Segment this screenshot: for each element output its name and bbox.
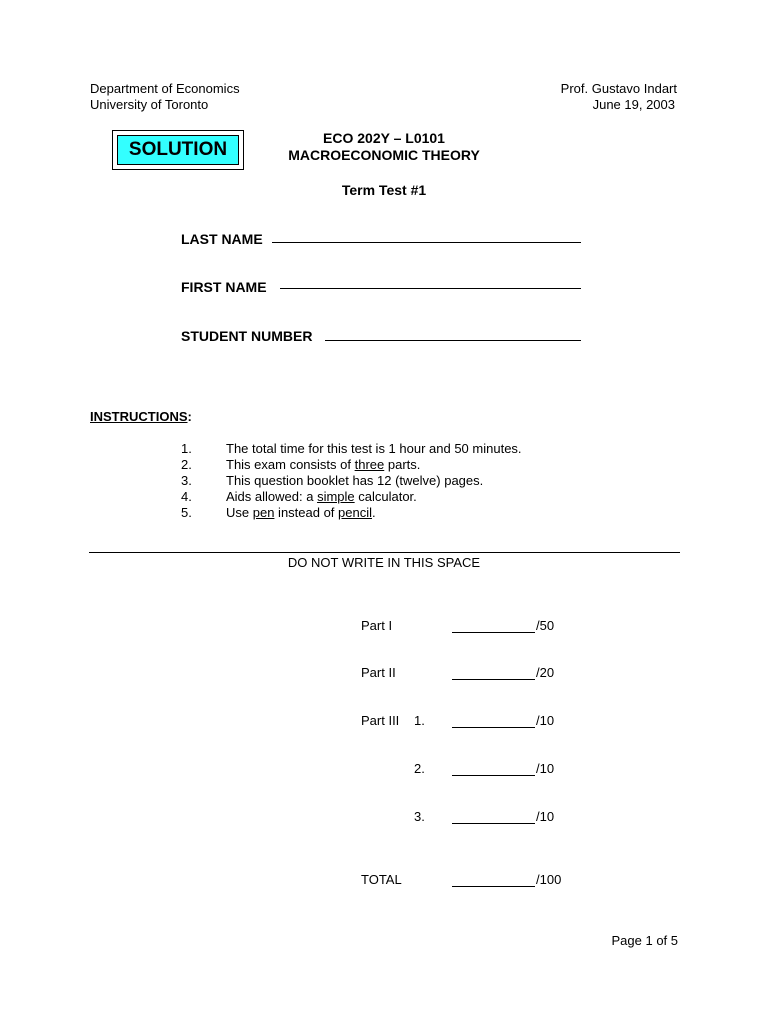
- part3-q3-max: /10: [536, 809, 555, 824]
- part3-q1-max: /10: [536, 713, 555, 728]
- last-name-label: LAST NAME: [181, 231, 263, 247]
- part1-score-field[interactable]: [452, 632, 535, 633]
- date-label: June 19, 2003: [592, 97, 675, 112]
- do-not-write-label: DO NOT WRITE IN THIS SPACE: [287, 555, 481, 570]
- part2-max: /20: [536, 665, 555, 680]
- divider: [89, 552, 680, 553]
- first-name-field[interactable]: [280, 288, 581, 289]
- instruction-item: 4. Aids allowed: a simple calculator.: [181, 489, 417, 504]
- part3-q2-label: 2.: [414, 761, 425, 776]
- page-number: Page 1 of 5: [611, 933, 678, 948]
- test-title: Term Test #1: [341, 182, 427, 198]
- last-name-field[interactable]: [272, 242, 581, 243]
- part1-label: Part I: [361, 618, 393, 633]
- student-number-field[interactable]: [325, 340, 581, 341]
- instruction-item: 2. This exam consists of three parts.: [181, 457, 421, 472]
- part2-label: Part II: [361, 665, 396, 680]
- total-score-field[interactable]: [452, 886, 535, 887]
- course-title: MACROECONOMIC THEORY: [288, 147, 480, 163]
- part3-q2-score-field[interactable]: [452, 775, 535, 776]
- part3-q3-score-field[interactable]: [452, 823, 535, 824]
- total-label: TOTAL: [361, 872, 402, 887]
- part1-max: /50: [536, 618, 555, 633]
- course-code: ECO 202Y – L0101: [323, 130, 445, 146]
- instructions-heading: INSTRUCTIONS:: [90, 409, 192, 424]
- student-number-label: STUDENT NUMBER: [181, 328, 313, 344]
- solution-badge: [112, 130, 244, 170]
- professor-label: Prof. Gustavo Indart: [560, 81, 677, 96]
- part3-q1-label: 1.: [414, 713, 425, 728]
- part2-score-field[interactable]: [452, 679, 535, 680]
- part3-q3-label: 3.: [414, 809, 425, 824]
- department-label: Department of Economics: [90, 81, 240, 96]
- first-name-label: FIRST NAME: [181, 279, 267, 295]
- part3-label: Part III: [361, 713, 400, 728]
- instruction-item: 3. This question booklet has 12 (twelve) pages.: [181, 473, 484, 488]
- part3-q1-score-field[interactable]: [452, 727, 535, 728]
- instruction-item: 1. The total time for this test is 1 hour and 50 minutes.: [181, 441, 522, 456]
- total-max: /100: [536, 872, 562, 887]
- part3-q2-max: /10: [536, 761, 555, 776]
- university-label: University of Toronto: [90, 97, 209, 112]
- instruction-item: 5. Use pen instead of pencil.: [181, 505, 376, 520]
- solution-badge-label: SOLUTION: [117, 135, 239, 165]
